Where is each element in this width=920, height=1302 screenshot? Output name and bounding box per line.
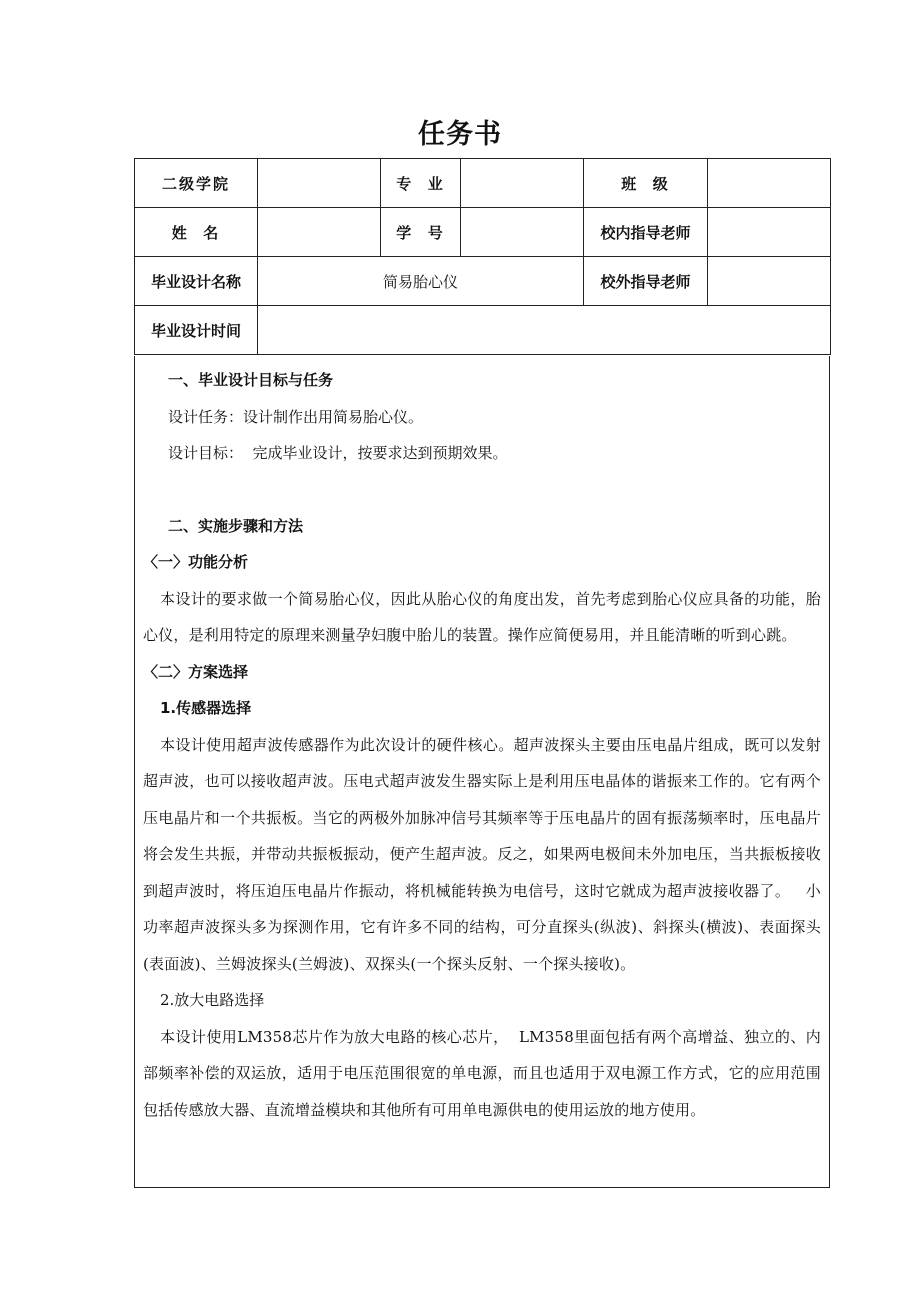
major-label: 专 业: [381, 159, 461, 208]
class-label: 班 级: [584, 159, 708, 208]
section1-heading: 一、毕业设计目标与任务: [168, 371, 334, 389]
project-name-label: 毕业设计名称: [135, 257, 258, 306]
college-label: 二级学院: [135, 159, 258, 208]
name-label: 姓 名: [135, 208, 258, 257]
external-advisor-field[interactable]: [708, 257, 831, 306]
internal-advisor-field[interactable]: [708, 208, 831, 257]
project-name-field[interactable]: 简易胎心仪: [258, 257, 584, 306]
student-id-label: 学 号: [381, 208, 461, 257]
student-id-field[interactable]: [461, 208, 584, 257]
table-row: [135, 208, 831, 257]
goal-line: 设计目标： 完成毕业设计，按要求达到预期效果。: [168, 444, 508, 462]
table-row: [135, 257, 831, 306]
sub1-paragraph: 本设计的要求做一个简易胎心仪，因此从胎心仪的角度出发，首先考虑到胎心仪应具备的功能，胎心仪，是利用特定的原理来测量孕妇腹中胎儿的装置。操作应简便易用，并且能清晰的听到心跳。: [143, 589, 821, 644]
internal-advisor-label: 校内指导老师: [584, 208, 708, 257]
item2-heading: 2.放大电路选择: [160, 991, 265, 1009]
document-title: 任务书: [418, 119, 502, 150]
content-section: [134, 356, 830, 1188]
time-field[interactable]: [258, 306, 831, 355]
item1-heading: 1.传感器选择: [160, 699, 252, 717]
section2-heading: 二、实施步骤和方法: [168, 516, 304, 535]
sub1-heading: 〈一〉功能分析: [143, 553, 249, 571]
class-field[interactable]: [708, 159, 831, 208]
time-label: 毕业设计时间: [135, 306, 258, 355]
item2-paragraph: 本设计使用LM358芯片作为放大电路的核心芯片， LM358里面包括有两个高增益、独立的、内部频率补偿的双运放，适用于电压范围很宽的单电源，而且也适用于双电源工作方式，它的应用范围包括传感放大器、直流增益模块和其他所有可用单电源供电的使用运放的地方使用。: [143, 1027, 821, 1119]
info-table: [134, 158, 831, 355]
table-row: [135, 306, 831, 355]
task-line: 设计任务：设计制作出用简易胎心仪。: [168, 407, 424, 426]
sub2-heading: 〈二〉方案选择: [143, 662, 249, 681]
college-field[interactable]: [258, 159, 381, 208]
table-row: [135, 159, 831, 208]
external-advisor-label: 校外指导老师: [584, 257, 708, 306]
item1-paragraph: 本设计使用超声波传感器作为此次设计的硬件核心。超声波探头主要由压电晶片组成，既可以发射超声波，也可以接收超声波。压电式超声波发生器实际上是利用压电晶体的谐振来工作的。它有两个压电晶片和一个共振板。当它的两极外加脉冲信号其频率等于压电晶片的固有振荡频率时，压电晶片将会发生共振，并带动共振板振动，便产生超声波。反之，如果两电极间未外加电压，当共振板接收到超声波时，将压迫压电晶片作振动，将机械能转换为电信号，这时它就成为超声波接收器了。 小功率超声波探头多为探测作用，它有许多不同的结构，可分直探头(纵波)、斜探头(横波)、表面探头(表面波)、兰姆波探头(兰姆波)、双探头(一个探头反射、一个探头接收)。: [143, 735, 821, 973]
spacer: [143, 472, 821, 508]
major-field[interactable]: [461, 159, 584, 208]
name-field[interactable]: [258, 208, 381, 257]
